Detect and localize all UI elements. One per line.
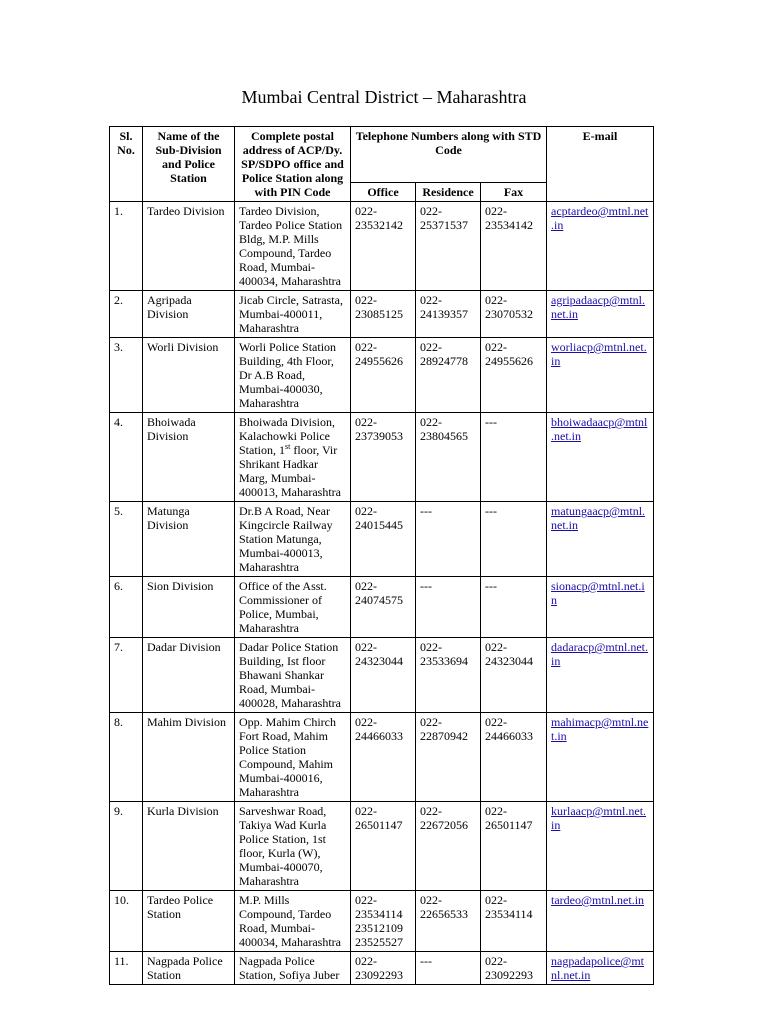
fax-number: 022- 24955626 [481, 338, 547, 413]
email-link[interactable]: matungaacp@mtnl.net.in [551, 504, 646, 532]
postal-address: M.P. Mills Compound, Tardeo Road, Mumbai-400034, Maharashtra [235, 891, 351, 952]
fax-number: 022- 23070532 [481, 291, 547, 338]
sl-no: 7. [110, 638, 143, 713]
residence-phone: 022- 22656533 [416, 891, 481, 952]
postal-address: Opp. Mahim Chirch Fort Road, Mahim Police Station Compound, Mahim Mumbai-400016, Maharashtra [235, 713, 351, 802]
email-link[interactable]: tardeo@mtnl.net.in [551, 893, 645, 907]
table-row [110, 502, 654, 577]
postal-address: Worli Police Station Building, 4th Floor, Dr A.B Road, Mumbai-400030, Maharashtra [235, 338, 351, 413]
email-link[interactable]: sionacp@mtnl.net.in [551, 579, 645, 607]
table-row [110, 338, 654, 413]
contacts-table [109, 126, 654, 985]
subdivision-name: Tardeo Police Station [143, 891, 235, 952]
subdivision-name: Sion Division [143, 577, 235, 638]
subdivision-name: Tardeo Division [143, 202, 235, 291]
sl-no: 3. [110, 338, 143, 413]
subdivision-name: Matunga Division [143, 502, 235, 577]
subdivision-name: Dadar Division [143, 638, 235, 713]
postal-address: Tardeo Division, Tardeo Police Station Bldg, M.P. Mills Compound, Tardeo Road, Mumbai-400034, Maharashtra [235, 202, 351, 291]
postal-address: Nagpada Police Station, Sofiya Juber [235, 952, 351, 985]
subdivision-name: Bhoiwada Division [143, 413, 235, 502]
header-residence: Residence [416, 183, 481, 202]
fax-number: 022- 23534142 [481, 202, 547, 291]
sl-no: 9. [110, 802, 143, 891]
residence-phone: 022- 22672056 [416, 802, 481, 891]
postal-address: Jicab Circle, Satrasta, Mumbai-400011, Maharashtra [235, 291, 351, 338]
header-name: Name of the Sub-Division and Police Station [143, 127, 235, 202]
office-phone: 022- 24323044 [351, 638, 416, 713]
sl-no: 6. [110, 577, 143, 638]
header-row [110, 127, 654, 183]
residence-phone: 022- 28924778 [416, 338, 481, 413]
office-phone: 022- 23739053 [351, 413, 416, 502]
residence-phone: --- [416, 952, 481, 985]
email-link[interactable]: worliacp@mtnl.net.in [551, 340, 647, 368]
office-phone: 022- 23532142 [351, 202, 416, 291]
email-link[interactable]: nagpadapolice@mtnl.net.in [551, 954, 645, 982]
postal-address: Office of the Asst. Commissioner of Police, Mumbai, Maharashtra [235, 577, 351, 638]
office-phone: 022- 23534114 23512109 23525527 [351, 891, 416, 952]
header-email: E-mail [547, 127, 654, 202]
postal-address: Bhoiwada Division, Kalachowki Police Station, 1st floor, Vir Shrikant Hadkar Marg, Mumbai-400013, Maharashtra [235, 413, 351, 502]
sl-no: 8. [110, 713, 143, 802]
subdivision-name: Agripada Division [143, 291, 235, 338]
postal-address: Dr.B A Road, Near Kingcircle Railway Station Matunga, Mumbai-400013, Maharashtra [235, 502, 351, 577]
office-phone: 022- 24466033 [351, 713, 416, 802]
subdivision-name: Kurla Division [143, 802, 235, 891]
email-link[interactable]: bhoiwadaacp@mtnl.net.in [551, 415, 648, 443]
office-phone: 022- 23085125 [351, 291, 416, 338]
office-phone: 022- 23092293 [351, 952, 416, 985]
postal-address: Dadar Police Station Building, Ist floor Bhawani Shankar Road, Mumbai-400028, Maharashtra [235, 638, 351, 713]
residence-phone: 022- 23804565 [416, 413, 481, 502]
office-phone: 022- 24074575 [351, 577, 416, 638]
header-sl-no: Sl. No. [110, 127, 143, 202]
residence-phone: --- [416, 577, 481, 638]
residence-phone: --- [416, 502, 481, 577]
postal-address: Sarveshwar Road, Takiya Wad Kurla Police Station, 1st floor, Kurla (W), Mumbai-400070, Maharashtra [235, 802, 351, 891]
subdivision-name: Nagpada Police Station [143, 952, 235, 985]
header-telephone: Telephone Numbers along with STD Code [351, 127, 547, 183]
table-row [110, 802, 654, 891]
fax-number: --- [481, 413, 547, 502]
fax-number: --- [481, 502, 547, 577]
sl-no: 10. [110, 891, 143, 952]
sl-no: 11. [110, 952, 143, 985]
table-row [110, 413, 654, 502]
table-row [110, 638, 654, 713]
fax-number: 022- 24323044 [481, 638, 547, 713]
office-phone: 022- 24015445 [351, 502, 416, 577]
sl-no: 2. [110, 291, 143, 338]
table-row [110, 952, 654, 985]
email-link[interactable]: acptardeo@mtnl.net.in [551, 204, 649, 232]
sl-no: 1. [110, 202, 143, 291]
residence-phone: 022- 24139357 [416, 291, 481, 338]
fax-number: 022- 24466033 [481, 713, 547, 802]
fax-number: 022- 26501147 [481, 802, 547, 891]
residence-phone: 022- 25371537 [416, 202, 481, 291]
header-address: Complete postal address of ACP/Dy. SP/SDPO office and Police Station along with PIN Code [235, 127, 351, 202]
office-phone: 022- 24955626 [351, 338, 416, 413]
table-row [110, 713, 654, 802]
residence-phone: 022- 22870942 [416, 713, 481, 802]
residence-phone: 022- 23533694 [416, 638, 481, 713]
fax-number: --- [481, 577, 547, 638]
email-link[interactable]: dadaracp@mtnl.net.in [551, 640, 649, 668]
sl-no: 5. [110, 502, 143, 577]
fax-number: 022- 23534114 [481, 891, 547, 952]
sl-no: 4. [110, 413, 143, 502]
table-row [110, 202, 654, 291]
header-fax: Fax [481, 183, 547, 202]
email-link[interactable]: agripadaacp@mtnl.net.in [551, 293, 646, 321]
subdivision-name: Mahim Division [143, 713, 235, 802]
table-row [110, 577, 654, 638]
table-row [110, 891, 654, 952]
subdivision-name: Worli Division [143, 338, 235, 413]
fax-number: 022- 23092293 [481, 952, 547, 985]
table-row [110, 291, 654, 338]
header-office: Office [351, 183, 416, 202]
office-phone: 022- 26501147 [351, 802, 416, 891]
email-link[interactable]: mahimacp@mtnl.net.in [551, 715, 649, 743]
page-title: Mumbai Central District – Maharashtra [241, 87, 527, 107]
email-link[interactable]: kurlaacp@mtnl.net.in [551, 804, 647, 832]
